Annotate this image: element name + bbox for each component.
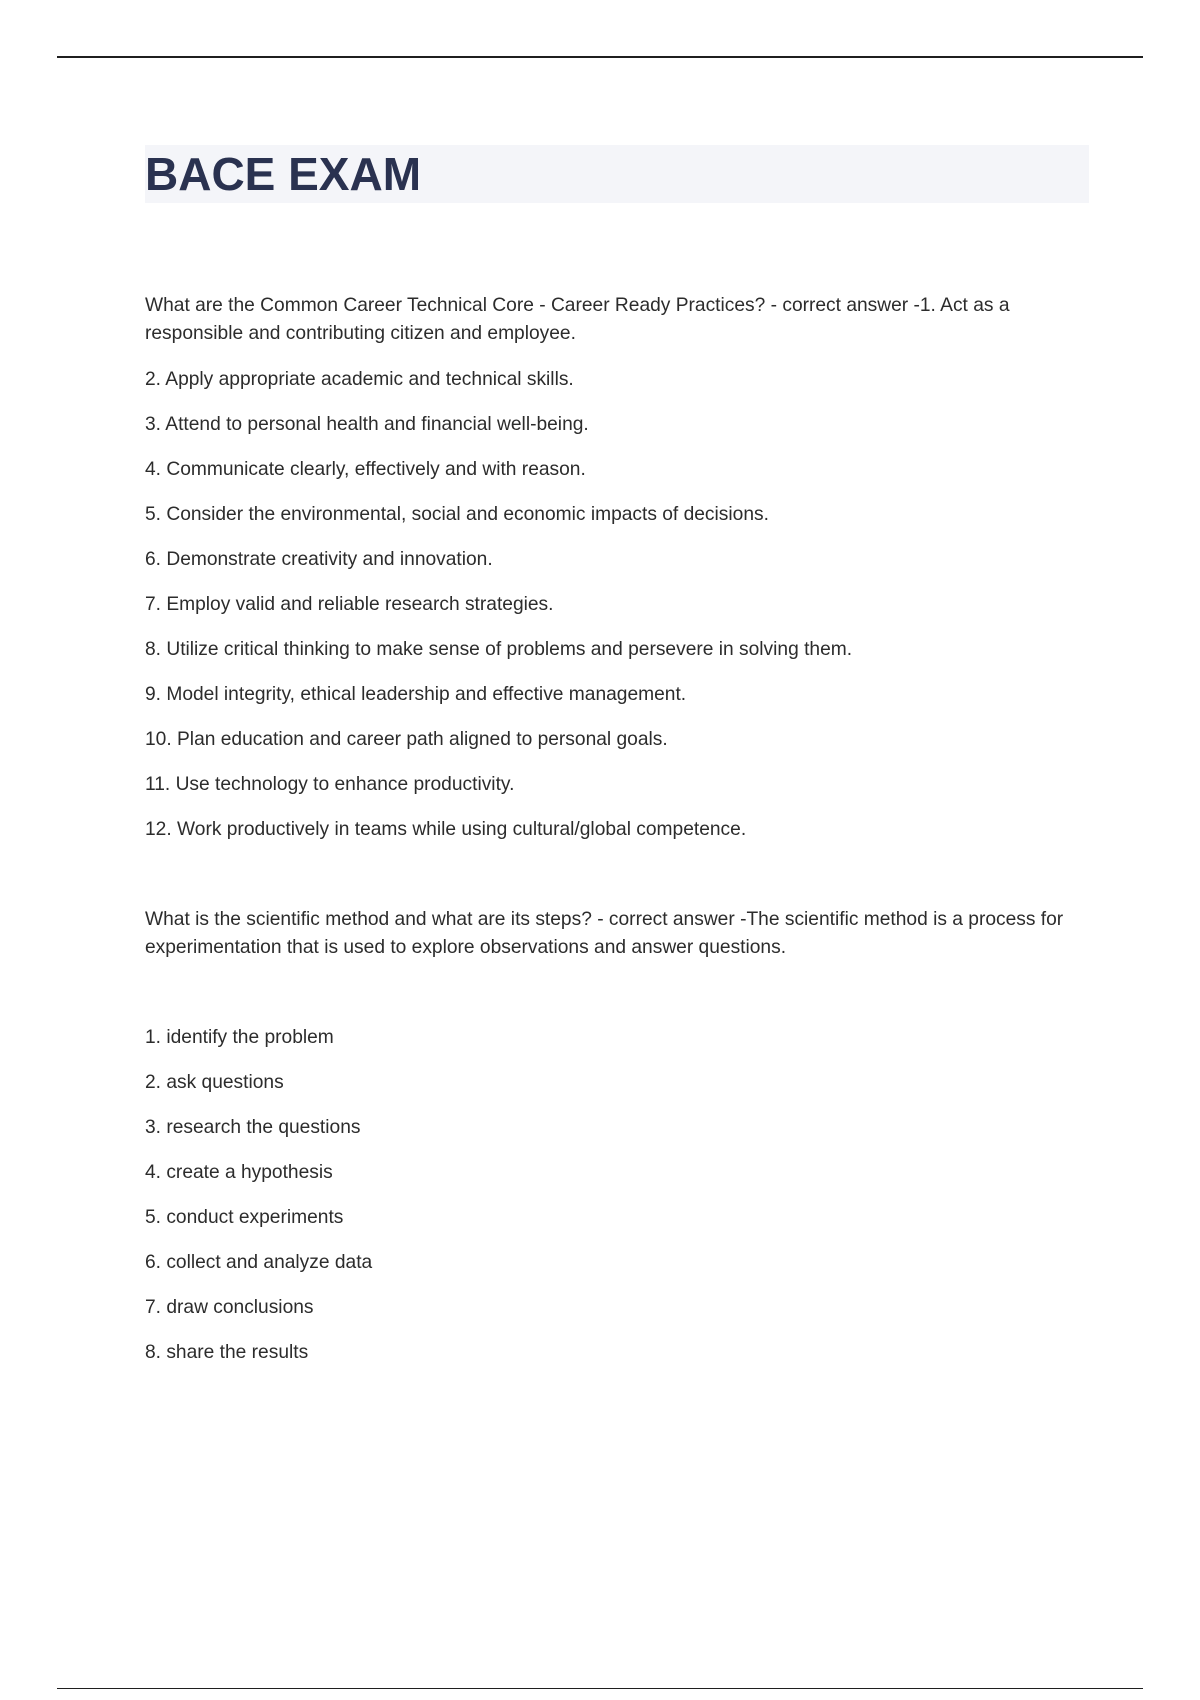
question-answer-text: What is the scientific method and what are its steps? - correct answer -The scientific method is a process for experimentation that is used to explore observations and answer questions. bbox=[145, 909, 1064, 958]
list-item: 9. Model integrity, ethical leadership and effective management. bbox=[145, 684, 687, 705]
qa-section-career-ready-practices bbox=[145, 292, 1090, 844]
list-item: 6. collect and analyze data bbox=[145, 1252, 373, 1273]
bottom-rule bbox=[57, 1688, 1143, 1689]
list-item: 7. draw conclusions bbox=[145, 1297, 314, 1318]
document-title: BACE EXAM bbox=[145, 148, 422, 200]
list-item: 10. Plan education and career path aligned to personal goals. bbox=[145, 729, 668, 750]
list-item: 12. Work productively in teams while using cultural/global competence. bbox=[145, 819, 747, 840]
qa-section-scientific-method bbox=[145, 906, 1090, 1367]
list-item: 8. share the results bbox=[145, 1342, 309, 1363]
list-item: 11. Use technology to enhance productivity. bbox=[145, 774, 515, 795]
list-item: 1. identify the problem bbox=[145, 1027, 334, 1048]
list-item: 4. create a hypothesis bbox=[145, 1162, 333, 1183]
list-item: 6. Demonstrate creativity and innovation. bbox=[145, 549, 493, 570]
top-rule bbox=[57, 56, 1143, 58]
list-item: 7. Employ valid and reliable research strategies. bbox=[145, 594, 554, 615]
answer-list bbox=[145, 366, 1090, 844]
answer-list bbox=[145, 1024, 1090, 1367]
list-item: 5. Consider the environmental, social and economic impacts of decisions. bbox=[145, 504, 769, 525]
list-item: 2. Apply appropriate academic and technical skills. bbox=[145, 369, 574, 390]
list-item: 5. conduct experiments bbox=[145, 1207, 344, 1228]
list-item: 4. Communicate clearly, effectively and with reason. bbox=[145, 459, 586, 480]
list-item: 8. Utilize critical thinking to make sense of problems and persevere in solving them. bbox=[145, 639, 853, 660]
list-item: 2. ask questions bbox=[145, 1072, 284, 1093]
list-item: 3. research the questions bbox=[145, 1117, 361, 1138]
list-item: 3. Attend to personal health and financial well-being. bbox=[145, 414, 589, 435]
question-answer-text: What are the Common Career Technical Core - Career Ready Practices? - correct answer -1. Act as a responsible and contributing citizen and employee. bbox=[145, 295, 1010, 344]
document-body bbox=[145, 292, 1090, 1367]
